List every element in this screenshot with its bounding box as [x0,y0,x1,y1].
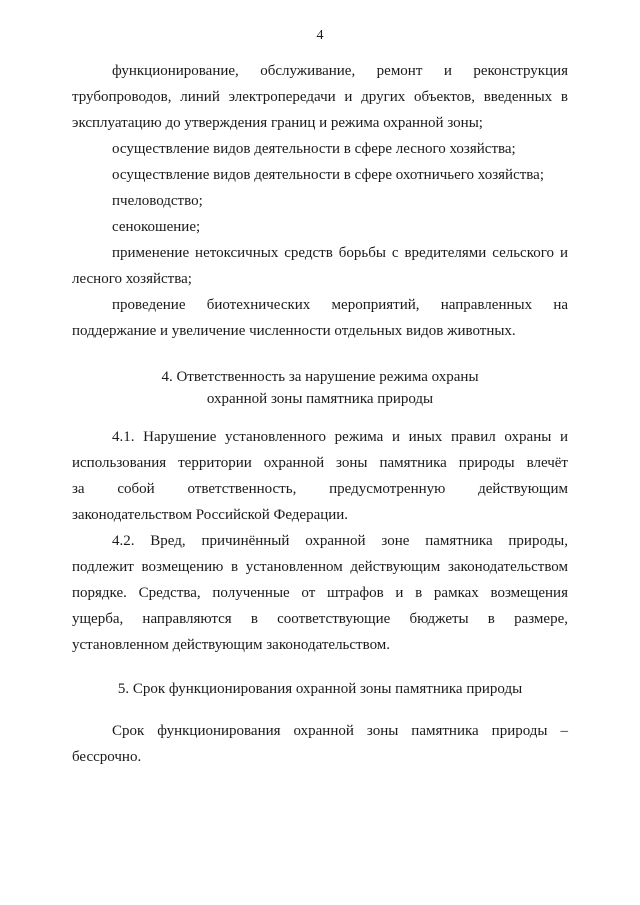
page-number: 4 [316,28,324,43]
text-line: законодательством Российской Федерации. [72,507,349,523]
text-line: применение нетоксичных средств борьбы с вредителями сельского и [112,245,568,261]
heading-line: 4. Ответственность за нарушение режима охраны [161,369,479,385]
text-line: лесного хозяйства; [72,271,192,287]
text-line: эксплуатацию до утверждения границ и режима охранной зоны; [72,115,483,131]
text-line: подлежит возмещению в установленном действующим законодательством [72,559,568,575]
paragraph-5 [72,718,568,770]
text-line: Срок функционирования охранной зоны памятника природы – [112,723,568,739]
paragraph-4-2 [72,528,568,658]
text-line: ущерба, направляются в соответствующие бюджеты в размере, [72,611,568,627]
text-line: 4.2. Вред, причинённый охранной зоне памятника природы, [112,533,568,549]
text-line: функционирование, обслуживание, ремонт и реконструкция [112,63,568,79]
text-line: за собой ответственность, предусмотренную действующим [72,481,568,497]
text-line: сенокошение; [112,219,201,235]
text-line: порядке. Средства, полученные от штрафов и в рамках возмещения [72,585,568,601]
text-line: 4.1. Нарушение установленного режима и иных правил охраны и [112,429,568,445]
paragraph-4-1 [72,424,568,528]
section-4-heading [72,366,568,410]
heading-line: охранной зоны памятника природы [206,391,434,407]
text-line: поддержание и увеличение численности отдельных видов животных. [72,323,516,339]
section-5-heading: 5. Срок функционирования охранной зоны памятника природы [117,681,523,697]
text-line: проведение биотехнических мероприятий, направленных на [112,297,568,313]
list-continuation [72,58,568,344]
text-line: осуществление видов деятельности в сфере лесного хозяйства; [112,141,516,157]
text-line: установленном действующим законодательством. [72,637,391,653]
text-line: бессрочно. [72,749,142,765]
text-line: использования территории охранной зоны памятника природы влечёт [72,455,568,471]
text-line: пчеловодство; [112,193,203,209]
text-line: осуществление видов деятельности в сфере охотничьего хозяйства; [112,167,545,183]
text-line: трубопроводов, линий электропередачи и других объектов, введенных в [72,89,568,105]
